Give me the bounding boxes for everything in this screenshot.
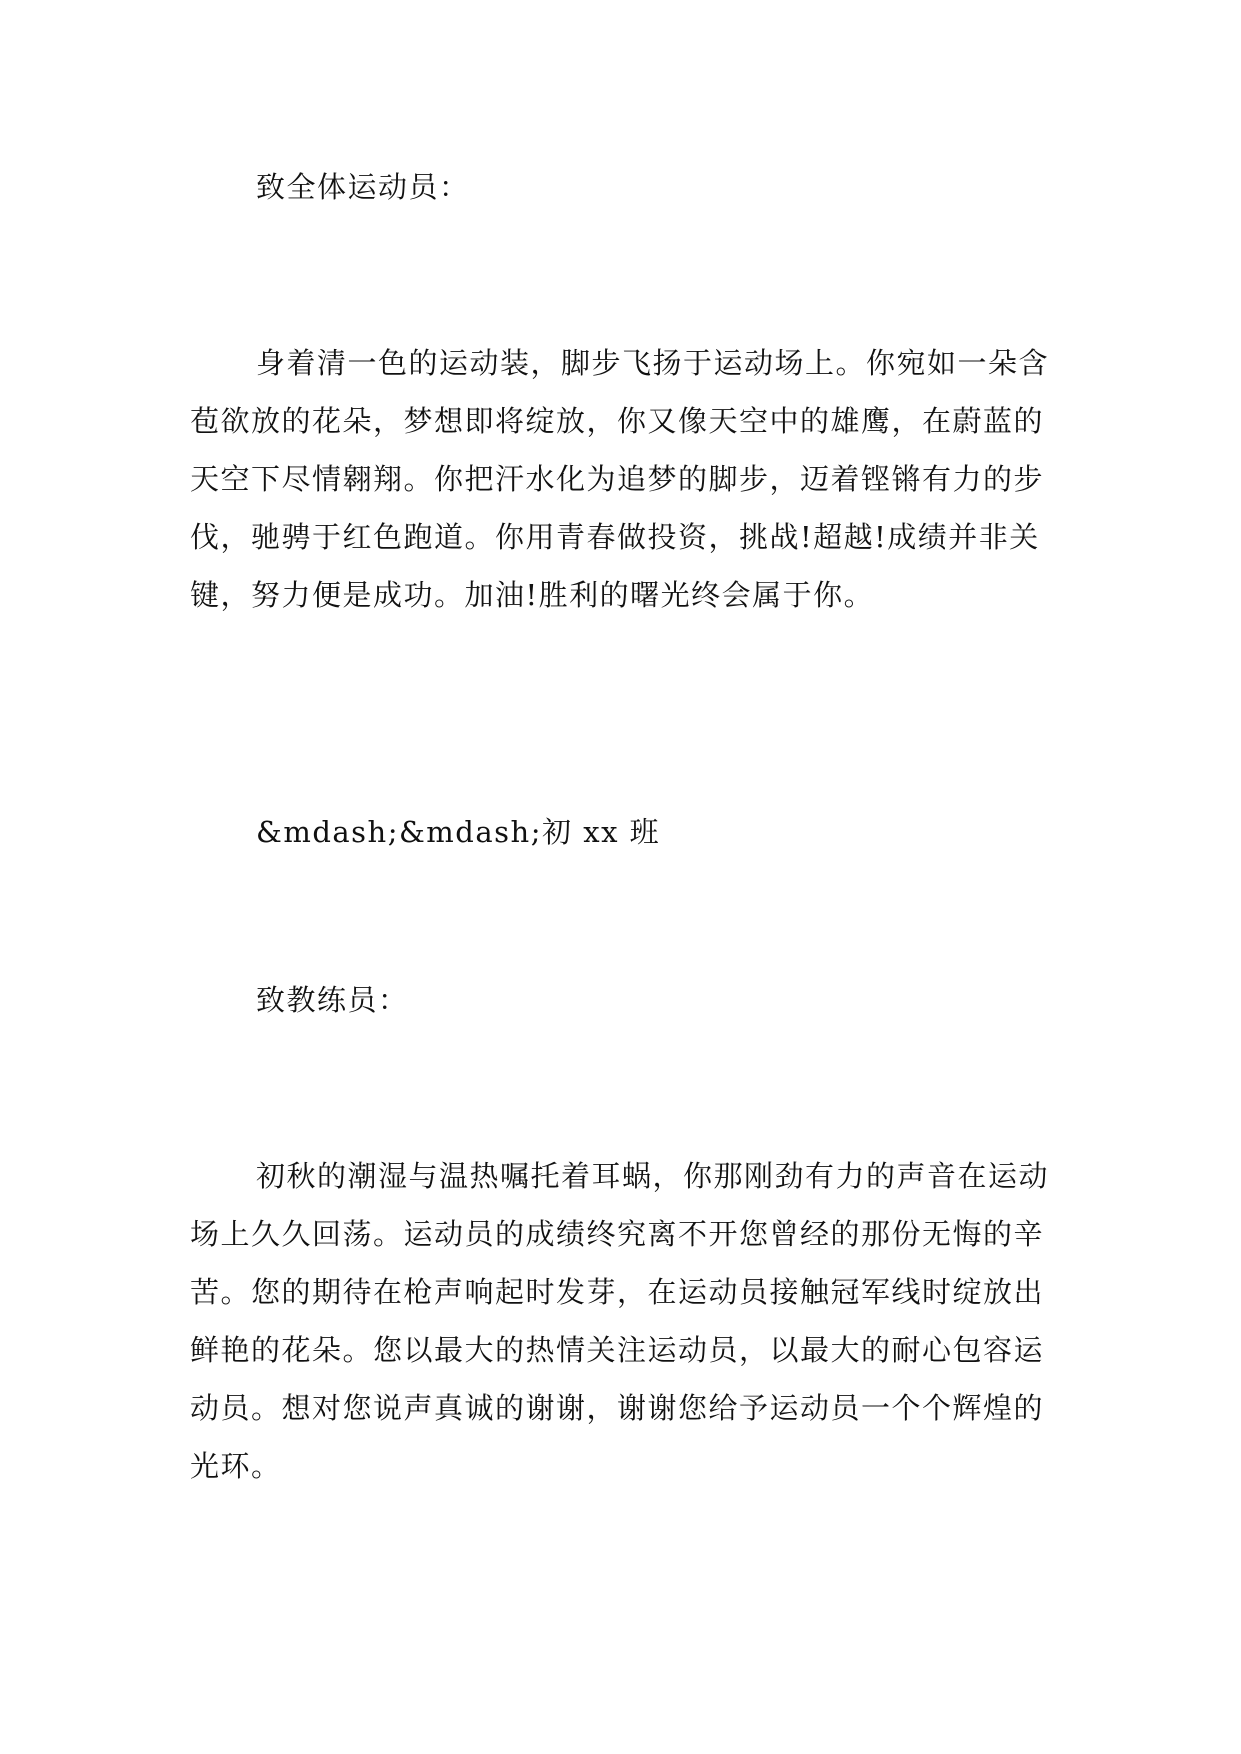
paragraph-coaches: 初秋的潮湿与温热嘱托着耳蜗，你那刚劲有力的声音在运动场上久久回荡。运动员的成绩终究离不开您曾经的那份无悔的辛苦。您的期待在枪声响起时发芽，在运动员接触冠军线时绽放出鲜艳的花朵。您以最大的热情关注运动员，以最大的耐心包容运动员。想对您说声真诚的谢谢，谢谢您给予运动员一个个辉煌的光环。 bbox=[190, 1159, 1050, 1483]
paragraph-athletes: 身着清一色的运动装，脚步飞扬于运动场上。你宛如一朵含苞欲放的花朵，梦想即将绽放，你又像天空中的雄鹰，在蔚蓝的天空下尽情翱翔。你把汗水化为追梦的脚步，迈着铿锵有力的步伐，驰骋于红色跑道。你用青春做投资，挑战!超越!成绩并非关键，努力便是成功。加油!胜利的曙光终会属于你。 bbox=[190, 346, 1050, 612]
signature-class: &mdash;&mdash;初 xx 班 bbox=[256, 815, 661, 849]
salutation-athletes: 致全体运动员： bbox=[256, 170, 470, 204]
salutation-coaches: 致教练员： bbox=[256, 983, 409, 1017]
